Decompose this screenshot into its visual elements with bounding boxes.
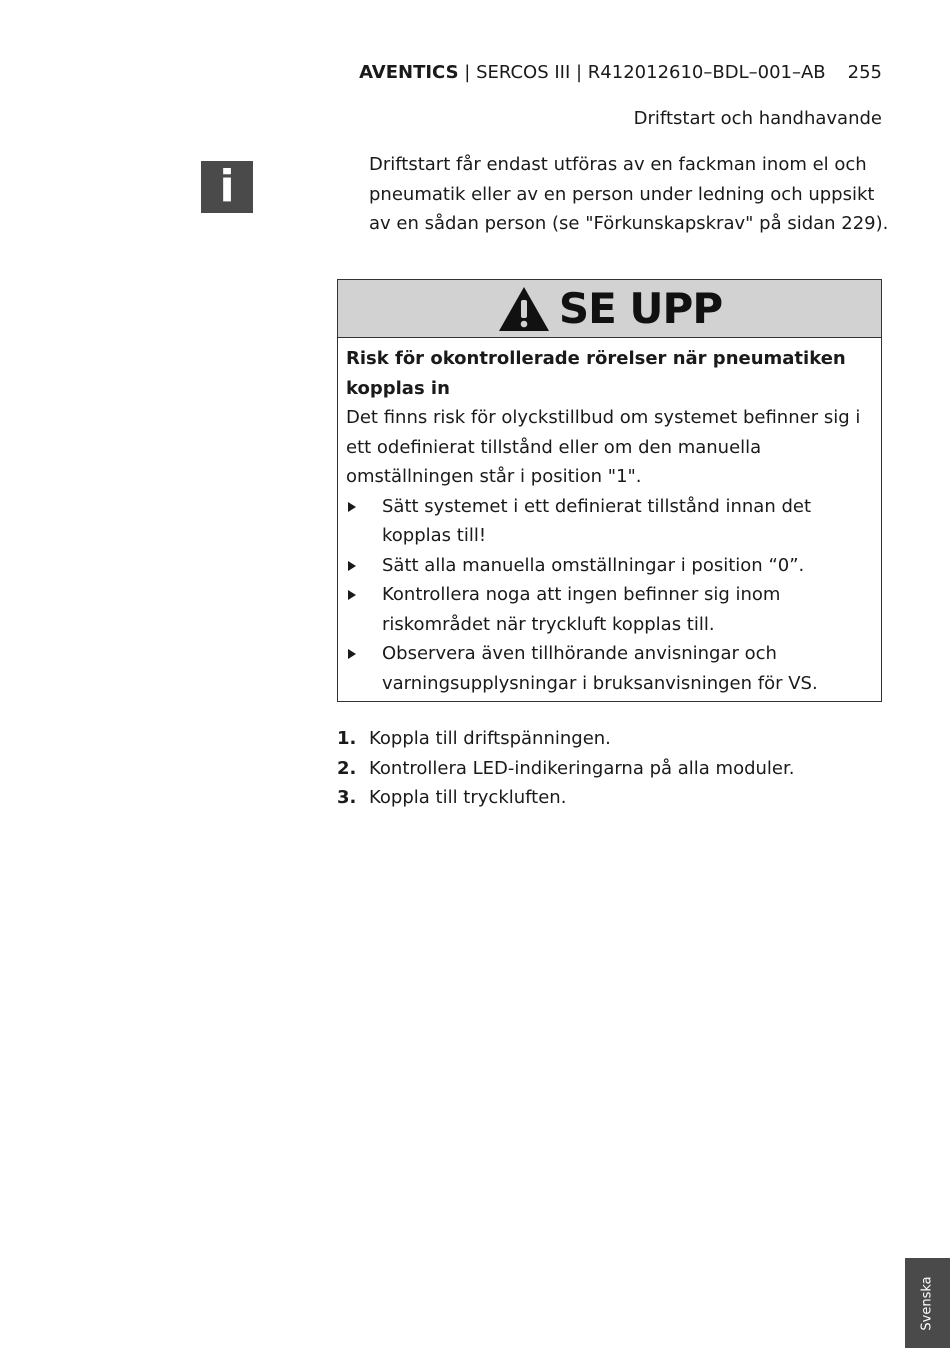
bullet-arrow-icon <box>348 561 356 571</box>
warning-description: Det finns risk för olyckstillbud om systemet befinner sig i ett odefinierat tillstånd eller om den manuella omställningen står i position "1". <box>346 407 861 487</box>
step-text: Kontrollera LED-indikeringarna på alla moduler. <box>369 757 795 779</box>
language-label: Svenska <box>920 1275 936 1331</box>
warning-body <box>338 338 881 698</box>
warning-triangle-icon <box>497 285 551 333</box>
warning-header <box>338 280 881 338</box>
running-header <box>359 62 882 83</box>
list-item <box>337 783 897 813</box>
list-item <box>337 754 897 784</box>
warning-box <box>337 279 882 702</box>
step-number: 1. <box>337 728 357 749</box>
step-text: Koppla till tryckluften. <box>369 787 567 808</box>
info-note: Driftstart får endast utföras av en fackman inom el och pneumatik eller av en person under ledning och uppsikt av en sådan person (se "Förkunskapskrav" på sidan 229). <box>369 154 889 234</box>
bullet-arrow-icon <box>348 649 356 659</box>
list-item: Kontrollera noga att ingen befinner sig inom riskområdet när tryckluft kopplas till. <box>346 580 873 639</box>
warning-subtitle: Risk för okontrollerade rörelser när pneumatiken kopplas in <box>346 348 846 399</box>
page-number: 255 <box>847 62 882 83</box>
list-item: Sätt alla manuella omställningar i position “0”. <box>346 551 873 581</box>
list-item: Observera även tillhörande anvisningar och varningsupplysningar i bruksanvisningen för VS. <box>346 639 873 698</box>
list-item: Sätt systemet i ett definierat tillstånd innan det kopplas till! <box>346 492 873 551</box>
brand-name: AVENTICS <box>359 62 459 83</box>
step-number: 3. <box>337 787 357 808</box>
procedure-steps <box>337 724 897 813</box>
warning-title: SE UPP <box>558 284 723 333</box>
bullet-arrow-icon <box>348 590 356 600</box>
step-text: Koppla till driftspänningen. <box>369 728 611 749</box>
list-item <box>337 724 897 754</box>
bullet-arrow-icon <box>348 502 356 512</box>
language-tab <box>905 1258 950 1348</box>
document-code: | SERCOS III | R412012610–BDL–001–AB <box>458 62 826 83</box>
section-title: Driftstart och handhavande <box>633 108 882 129</box>
warning-bullets <box>346 492 873 699</box>
info-icon: i <box>201 161 253 213</box>
step-number: 2. <box>337 757 357 779</box>
